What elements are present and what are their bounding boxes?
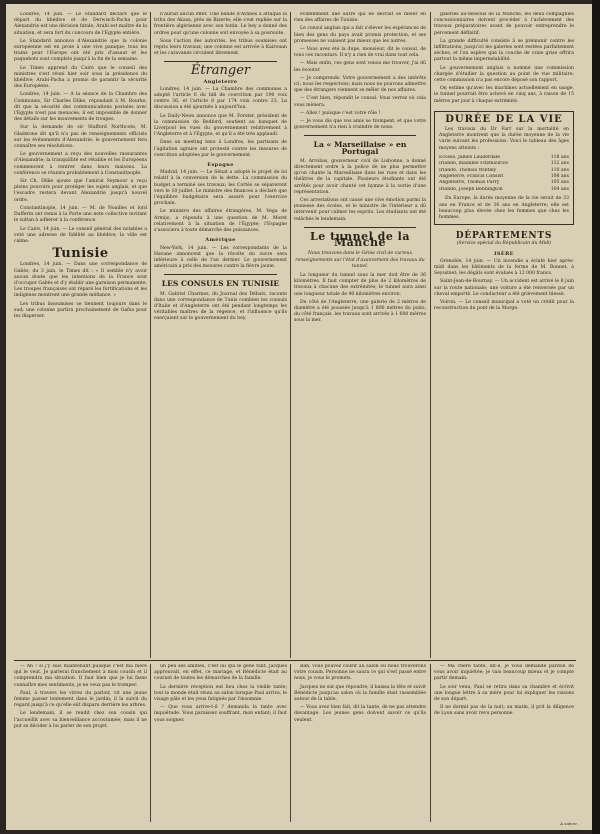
feuilleton-divider <box>14 660 576 661</box>
column-divider <box>430 12 431 658</box>
paragraph: On estime qu'avec les machines actuellement en usage, le tunnel pourrait être achevé en cinq ans, à raison de 15 mètres par jour à chaque extrémité. <box>434 86 574 104</box>
paragraph: — Je vous dis que vos amis se trompent, et que votre gouvernement n'a rien à craindre de nous. <box>294 119 426 131</box>
paragraph: Paul, à travers les vitres du parloir, vit une jeune femme passer lentement dans le jardin; il la suivit du regard jusqu'à ce qu'elle eût disparu derrière les arbres. <box>14 690 147 709</box>
feuilleton-column-3 <box>294 664 426 822</box>
paragraph: Il ne dormit pas de la nuit; au matin, il prit la diligence de Lyon sans avoir revu personne. <box>434 705 574 717</box>
paragraph: Sir Ch. Dilke ajoute que l'amiral Seymour a reçu pleins pouvoirs pour protéger les sujets anglais, et que l'escadre restera devant Alexandrie jusqu'à nouvel ordre. <box>14 179 147 203</box>
paragraph: Londres, 14 juin. — Le Standard déclare que le départ du khédive et de Derwisch-Pacha pour Alexandrie est une décision fatale; Arabi est maître de la situation, et sera fort du concours de l'Egypte entière. <box>14 12 147 36</box>
paragraph: Le ministre des affaires étrangères, M. Vega de Armijo, a répondu à une question de M. Moret relativement à la situation de l'Égypte; l'Espagne s'associera à toute démarche des puissances. <box>154 209 287 234</box>
item-value: 104 ans <box>550 186 569 192</box>
paragraph: Jacques ne sut que répondre; il baissa la tête et suivit Bénédicte jusqu'au salon où la famille était rassemblée autour de la table. <box>294 684 426 703</box>
item-value: 112 ans <box>550 161 569 167</box>
item-value: 118 ans <box>550 154 569 160</box>
paragraph: Londres, 14 juin. — Dans une correspondance de Gabès, du 3 juin, le Times dit : « Il semble n'y avoir aucun doute que les intentions de la France sont d'occuper Gabès et d'y établir une garnison permanente. Les troupes françaises ont réparé les fortifications et les indigènes montrent une grande méfiance. » <box>14 262 147 299</box>
list-item <box>439 187 569 193</box>
paragraph: Bah, vous pouvez courir au salon où nous trouverons votre cousin. Personne ne saura ce qui s'est passé entre nous, je vous le promets. <box>294 664 426 682</box>
paragraph: Saint-Jean-de-Bournay. — Un accident est arrivé le 8 juin sur la route nationale; une voiture a été renversée par un cheval emporté. Le conducteur a été grièvement blessé. <box>434 279 574 297</box>
paragraph: — Ma chère tante, dit-il, je vous demande pardon de vous avoir inquiétée; je vais beaucoup mieux et je compte partir demain. <box>434 664 574 682</box>
paragraph: Londres, 14 juin. — La Chambre des communes a adopté l'article 6 du bill de coercition par 190 voix contre 36, et l'article 8 par 174 voix contre 23. La discussion a été ajournée à aujourd'hui. <box>154 86 287 111</box>
paragraph: — Ah ! si j'y suis maintenant puisque c'est ma mère qui le veut. Je parlerai franchement à mon cousin et il comprendra ma situation. Il faut bien que je lui fasse connaître mes sentiments, je ne veux pas le tromper. <box>14 664 147 688</box>
subheading-angleterre: Angleterre <box>203 78 238 85</box>
paragraph: La grande difficulté consiste à se prémunir contre les infiltrations; jusqu'ici les galeries sont restées parfaitement sèches, et l'on espère que la couche de craie grise offrira partout la même imperméabilité. <box>434 38 574 63</box>
subheading-isere: ISÈRE <box>494 250 514 257</box>
paragraph: — Vous avez bien fait, dit la tante, de ne pas attendre davantage. Les jeunes gens doivent savoir ce qu'ils veulent. <box>294 705 426 723</box>
item-name: Irlande, Thomas Wintley <box>439 167 497 173</box>
paragraph: Le Caire, 14 juin. — Le conseil général des notables a voté une adresse de fidélité au khédive; la ville est calme. <box>14 226 147 244</box>
departements-subheading: (Service spécial du Républicain du Midi) <box>456 241 552 247</box>
paragraph: Londres, 14 juin. — A la séance de la Chambre des Communes, Sir Charles Dilke, répondant à M. Bourke, dit que la sécurité des communications postales avec l'Egypte n'est pas menacée, il est impossible de donner des détails sur les mouvements de troupes. <box>14 92 147 123</box>
section-heading-consuls: LES CONSULS EN TUNISIE <box>161 279 280 289</box>
section-heading-marseillaise: La « Marseillaise » en Portugal <box>313 140 407 156</box>
paragraph: Voiron. — Le conseil municipal a voté un crédit pour la reconstruction du pont de la Morge. <box>434 299 574 312</box>
section-heading-tunisie: Tunisie <box>52 246 109 262</box>
subheading-espagne: Espagne <box>207 162 234 169</box>
paragraph: Le consul anglais qui a fait s'élever les espérances de bien des gens du pays avait promis protection, et ses promesses ne valaient pas mieux que les autres. <box>294 26 426 44</box>
page-binding-edge <box>592 0 600 834</box>
column-divider <box>430 664 431 822</box>
paragraph: — Je comprends. Votre gouvernement a des intérêts ici; nous les respectons; mais nous ne pouvons admettre que des étrangers viennent se mêler de nos affaires. <box>294 75 426 94</box>
column-1 <box>14 12 147 658</box>
duree-de-la-vie-box <box>434 111 574 225</box>
feuilleton-column-4 <box>434 664 574 814</box>
paragraph: New-York, 14 juin. — Les correspondants de la Havane annoncent que la récolte du sucre sera inférieure à celle de l'an dernier. Le gouvernement américain a pris des mesures contre la fièvre jaune. <box>154 245 287 270</box>
divider <box>304 227 416 228</box>
divider <box>304 135 416 136</box>
paragraph: Le lendemain, il se rendit chez son cousin qui l'accueillit avec sa bienveillance accoutumée; mais il ne put se décider à lui parler de son projet. <box>14 711 147 729</box>
paragraph: n'aurait aucun effet. Une bande d'Arabes a attaqué la tribu des Akasa, près de Bizerte; elle s'est repliée sur la frontière algérienne avec son butin. Le bey a donné des ordres pour qu'une colonne soit envoyée à sa poursuite. <box>154 12 287 36</box>
paragraph: Le gouvernement anglais a nommé une commission chargée d'étudier la question au point de vue militaire; cette commission n'a pas encore déposé son rapport. <box>434 65 574 84</box>
paragraph: Ces arrestations ont causé une vive émotion parmi la jeunesse des écoles, et le ministre de l'intérieur a dû intervenir pour calmer les esprits. Les étudiants ont été relâchés le lendemain. <box>294 198 426 222</box>
paragraph: Le gouvernement a reçu des nouvelles rassurantes d'Alexandrie; la tranquillité est rétablie et les Européens commencent à rentrer dans leurs maisons. La conférence se réunira probablement à Constantinople. <box>14 152 147 176</box>
paragraph: — Allez ! puisque c'est votre rôle ! <box>300 110 381 116</box>
column-divider <box>150 664 151 822</box>
column-2 <box>154 12 287 658</box>
feuilleton-column-1 <box>14 664 147 822</box>
paragraph: Le Standard annonce d'Alexandrie que la colonie européenne est en proie à une vive panique; tous les trains pour l'Europe ont été pris d'assaut et les paquebots sont complets jusqu'à la fin de la semaine. <box>14 38 147 63</box>
column-divider <box>150 12 151 658</box>
paragraph: En Europe, la durée moyenne de la vie serait de 33 ans en France et de 36 ans en Angleterre; elle est beaucoup plus élevée chez les femmes que chez les hommes. <box>439 196 569 220</box>
a-suivre-note: A suivre. <box>560 821 578 826</box>
paragraph: M. Gabriel Charmes, du Journal des Débats, raconte dans une correspondance de Tunis combien les consuls d'Italie et d'Angleterre ont été pendant longtemps les véritables maîtres de la régence, et l'influence qu'ils exerçaient sur le gouvernement du bey. <box>154 291 287 322</box>
tunnel-subheading: Nous trouvons dans le Génie civil de curieux renseignements sur l'état d'avancement des travaux du tunnel. <box>295 251 425 269</box>
paragraph: La dernière réception eut lieu chez la vieille tante; tout le monde était réuni au salon lorsque Paul arriva, le visage pâle et les yeux fatigués par l'insomnie. <box>154 684 287 703</box>
paragraph: — Mais enfin, ces gens sont venus me trouver, j'ai dû les écouter. <box>294 61 426 73</box>
item-name: Irlande, Joseph Bennington <box>439 186 503 192</box>
paragraph: Du côté de l'Angleterre, une galerie de 2 mètres de diamètre a été poussée jusqu'à 1 800 mètres du puits; du côté français, les travaux sont arrivés à 1 600 mètres sous la mer. <box>294 299 426 324</box>
divider <box>164 274 277 275</box>
column-4 <box>434 12 574 658</box>
duree-title: DURÉE DE LA VIE <box>445 113 563 125</box>
paragraph: Les travaux du Dr Farr sur la mortalité en Angleterre montrent que la durée moyenne de la vie varie suivant les professions. Voici le tableau des âges moyens atteints : <box>439 127 569 151</box>
subheading-amerique: Amérique <box>205 237 236 244</box>
paragraph: — C'est bien, répondit le consul. Vous verrez où cela vous mènera. <box>294 96 426 108</box>
feuilleton-column-2 <box>154 664 287 822</box>
paragraph: Sous l'action des autorités, les tribus soumises ont repris leurs travaux; une colonne est arrivée à Kairouan et les caravanes circulent librement. <box>154 38 287 57</box>
paragraph: Le soir venu, Paul se retira dans sa chambre et écrivit une longue lettre à sa mère pour lui expliquer les raisons de son départ. <box>434 684 574 703</box>
item-value: 110 ans <box>550 167 569 173</box>
item-name: Irlande, madame Fitzmaurice <box>439 161 508 167</box>
paragraph: — Vous avez été la dupe, monsieur, dit le consul, de tous ces racontars. Il n'y a rien de vrai dans tout cela. <box>294 47 426 59</box>
paragraph: Grenoble, 14 juin. — Un incendie a éclaté hier après-midi dans les bâtiments de la ferme de M. Bonnet, à Seyssinet; les dégâts sont évalués à 12 000 francs. <box>434 258 574 277</box>
section-heading-etranger: Étranger <box>190 63 251 79</box>
column-3 <box>294 12 426 658</box>
item-name: Angleterre, Thomas Parry <box>439 180 500 186</box>
paragraph: Madrid, 14 juin. — Le Sénat a adopté le projet de loi relatif à la conversion de la dette. La commission du budget a terminé ses travaux; les Cortès se sépareront vers le 10 juillet. Le ministre des finances a déclaré que l'équilibre budgétaire sera assuré pour l'exercice prochain. <box>154 170 287 207</box>
item-name: Ecosse, James Lauderdale <box>439 154 500 160</box>
item-name: Angleterre, Francis Consist <box>439 174 504 180</box>
section-heading-departements: DÉPARTEMENTS <box>455 231 553 242</box>
newspaper-page <box>6 4 592 830</box>
paragraph: Dans un meeting tenu à Londres, les partisans de l'agitation agraire ont protesté contre les mesures de coercition adoptées par le gouvernement. <box>154 140 287 158</box>
column-divider <box>290 12 291 658</box>
paragraph: un peu ses amitiés, c'est lui qui le gêne tant. Jacques approuvait, en effet, ce mariage, et Bénédicte était au courant de toutes les démarches de la famille. <box>154 664 287 682</box>
column-divider <box>290 664 291 822</box>
paragraph: M. Arrobas, gouverneur civil de Lisbonne, a donné directement ordre à la police de ne plus permettre qu'on chante la Marseillaise dans les rues et dans les théâtres de la capitale. Plusieurs étudiants ont été arrêtés pour avoir chanté cet hymne à la sortie d'une représentation. <box>294 158 426 195</box>
paragraph: galeries au-dessous de la Manche, les deux compagnies concessionnaires doivent procéder à l'achèvement des travaux préparatoires avant de pouvoir entreprendre le percement définitif. <box>434 12 574 36</box>
paragraph: — Que vous arrive-t-il ? demanda la tante avec inquiétude. Vous paraissez souffrant, mon enfant; il faut vous soigner. <box>154 705 287 723</box>
item-value: 108 ans <box>550 174 569 180</box>
section-heading-tunnel: Le tunnel de la Manche <box>310 229 410 250</box>
paragraph: Le Times apprend du Caire que le conseil des ministres s'est réuni hier soir sous la présidence du khédive; Arabi-Pacha a promis de garantir la sécurité des Européens. <box>14 65 147 90</box>
paragraph: évidemment une autre qui ne devrait se mêler en rien des affaires de Tunisie. <box>294 12 426 24</box>
paragraph: La longueur du tunnel sous la mer doit être de 36 kilomètres. Il faut compter de plus de 2 kilomètres de travaux à chacune des extrémités; le tunnel aura ainsi une longueur totale de 40 kilomètres environ. <box>294 272 426 297</box>
paragraph: Les tribus insoumises se tiennent toujours dans le sud; une colonne partira prochainement de Gafsa pour les disperser. <box>14 301 147 319</box>
paragraph: Constantinople, 14 juin. — M. de Noailles et lord Dufferin ont remis à la Porte une note collective invitant le sultan à adhérer à la conférence. <box>14 205 147 224</box>
item-value: 105 ans <box>550 180 569 186</box>
paragraph: Le Daily-News annonce que M. Forster, président de la commission de Bedford, soutient au banquet de Liverpool les vues du gouvernement relativement à l'Angleterre et à l'Egypte, et qu'il a été très applaudi. <box>154 113 287 138</box>
paragraph: Sur la demande de sir Stafford Northcote, M. Gladstone dit qu'il n'a pas de renseignements officiels sur les événements d'Alexandrie; le gouvernement fera connaître ses résolutions. <box>14 125 147 150</box>
